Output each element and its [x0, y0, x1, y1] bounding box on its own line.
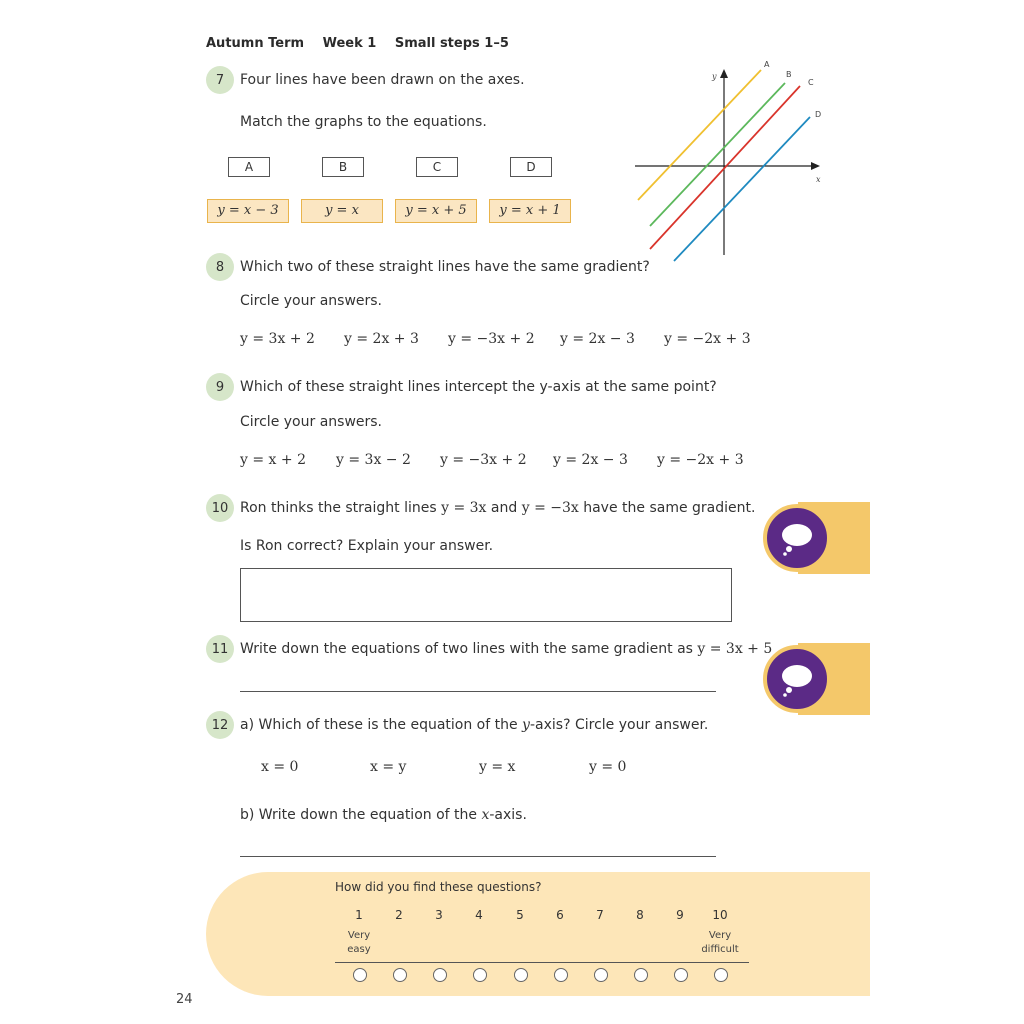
question-number-7: 7	[206, 66, 234, 94]
thought-bubble-icon	[777, 659, 817, 699]
line-b	[650, 83, 785, 226]
q12-part-b-var: x	[481, 807, 490, 823]
q8-option-5[interactable]: y = −2x + 3	[664, 331, 751, 347]
q12-part-a-var: y	[522, 717, 530, 733]
q12-option-1[interactable]: x = 0	[261, 759, 299, 775]
rating-question: How did you find these questions?	[335, 880, 542, 894]
rating-high-label	[696, 929, 744, 957]
question-number-9: 9	[206, 373, 234, 401]
q8-option-3[interactable]: y = −3x + 2	[448, 331, 535, 347]
question-number-11: 11	[206, 635, 234, 663]
q12-part-b-text	[240, 807, 527, 823]
q7-instruction: Match the graphs to the equations.	[240, 114, 487, 130]
equation-card-3[interactable]: y = x + 5	[395, 199, 477, 223]
x-axis-arrow	[811, 162, 820, 170]
rating-option-8[interactable]	[634, 968, 648, 982]
header-week: Week 1	[322, 36, 377, 51]
q8-instruction: Circle your answers.	[240, 293, 383, 309]
q12-part-a-prefix: a) Which of these is the equation of the	[240, 717, 518, 733]
question-number-8: 8	[206, 253, 234, 281]
q7-graph	[630, 55, 830, 265]
line-label-b: B	[786, 70, 792, 79]
line-label-c: C	[808, 78, 814, 87]
graph-label-box-c[interactable]: C	[416, 157, 458, 177]
rating-number-3: 3	[435, 908, 443, 922]
q9-option-2[interactable]: y = 3x − 2	[336, 452, 411, 468]
y-axis-label: y	[712, 72, 717, 81]
rating-option-2[interactable]	[393, 968, 407, 982]
rating-option-10[interactable]	[714, 968, 728, 982]
equation-card-1[interactable]: y = x − 3	[207, 199, 289, 223]
q11-text-main: Write down the equations of two lines with the same gradient as	[240, 641, 693, 657]
q11-text	[240, 641, 772, 657]
x-axis-label: x	[816, 175, 821, 184]
equation-card-2[interactable]: y = x	[301, 199, 383, 223]
q12-part-b-prefix: b) Write down the equation of the	[240, 807, 478, 823]
q10-text-a: Ron thinks the straight lines	[240, 500, 437, 516]
rating-number-7: 7	[596, 908, 604, 922]
equation-card-4[interactable]: y = x + 1	[489, 199, 571, 223]
thought-bubble-q10	[763, 504, 831, 572]
q9-text: Which of these straight lines intercept the y-axis at the same point?	[240, 379, 717, 395]
rating-number-9: 9	[676, 908, 684, 922]
rating-high-label-line2: difficult	[701, 944, 739, 955]
q12-answer-line[interactable]	[240, 856, 716, 857]
page-header	[206, 36, 523, 51]
rating-option-4[interactable]	[473, 968, 487, 982]
q9-option-5[interactable]: y = −2x + 3	[657, 452, 744, 468]
q9-option-4[interactable]: y = 2x − 3	[553, 452, 628, 468]
line-label-a: A	[764, 60, 770, 69]
rating-option-3[interactable]	[433, 968, 447, 982]
q10-instruction: Is Ron correct? Explain your answer.	[240, 538, 494, 554]
question-number-10: 10	[206, 494, 234, 522]
q10-equation-2: y = −3x	[521, 500, 579, 516]
rating-option-6[interactable]	[554, 968, 568, 982]
rating-option-7[interactable]	[594, 968, 608, 982]
q8-option-1[interactable]: y = 3x + 2	[240, 331, 315, 347]
line-c	[650, 86, 800, 249]
question-number-12: 12	[206, 711, 234, 739]
q9-instruction: Circle your answers.	[240, 414, 383, 430]
q12-option-3[interactable]: y = x	[479, 759, 516, 775]
q8-text: Which two of these straight lines have the same gradient?	[240, 259, 650, 275]
rating-low-label	[340, 929, 378, 957]
rating-number-5: 5	[516, 908, 524, 922]
line-d	[674, 117, 810, 261]
rating-low-label-line2: easy	[347, 944, 371, 955]
header-term: Autumn Term	[206, 36, 305, 51]
q8-option-2[interactable]: y = 2x + 3	[344, 331, 419, 347]
q10-text	[240, 500, 755, 516]
q11-answer-line[interactable]	[240, 691, 716, 692]
rating-number-10: 10	[712, 908, 728, 922]
q12-part-a-text	[240, 717, 708, 733]
rating-low-label-line1: Very	[347, 930, 371, 941]
thought-bubble-icon	[777, 518, 817, 558]
page-number: 24	[176, 992, 193, 1007]
rating-option-5[interactable]	[514, 968, 528, 982]
graph-label-box-b[interactable]: B	[322, 157, 364, 177]
rating-number-6: 6	[556, 908, 564, 922]
q11-equation: y = 3x + 5	[697, 641, 773, 657]
q10-text-b: and	[490, 500, 518, 516]
rating-option-9[interactable]	[674, 968, 688, 982]
rating-scale-line	[335, 962, 749, 963]
q12-part-b-suffix: -axis.	[489, 807, 527, 823]
q10-text-c: have the same gradient.	[583, 500, 756, 516]
q9-option-3[interactable]: y = −3x + 2	[440, 452, 527, 468]
q7-text: Four lines have been drawn on the axes.	[240, 72, 525, 88]
thought-bubble-q11	[763, 645, 831, 713]
header-steps: Small steps 1–5	[394, 36, 509, 51]
y-axis-arrow	[720, 69, 728, 78]
q9-option-1[interactable]: y = x + 2	[240, 452, 306, 468]
q12-option-4[interactable]: y = 0	[589, 759, 627, 775]
q12-part-a-suffix: -axis? Circle your answer.	[529, 717, 709, 733]
rating-number-2: 2	[395, 908, 403, 922]
rating-number-1: 1	[355, 908, 363, 922]
q10-answer-box[interactable]	[240, 568, 732, 622]
graph-label-box-a[interactable]: A	[228, 157, 270, 177]
rating-number-8: 8	[636, 908, 644, 922]
line-label-d: D	[815, 110, 822, 119]
q12-option-2[interactable]: x = y	[370, 759, 407, 775]
graph-label-box-d[interactable]: D	[510, 157, 552, 177]
rating-option-1[interactable]	[353, 968, 367, 982]
rating-high-label-line1: Very	[708, 930, 732, 941]
rating-number-4: 4	[475, 908, 483, 922]
q10-equation-1: y = 3x	[441, 500, 487, 516]
line-a	[638, 70, 761, 200]
q8-option-4[interactable]: y = 2x − 3	[560, 331, 635, 347]
